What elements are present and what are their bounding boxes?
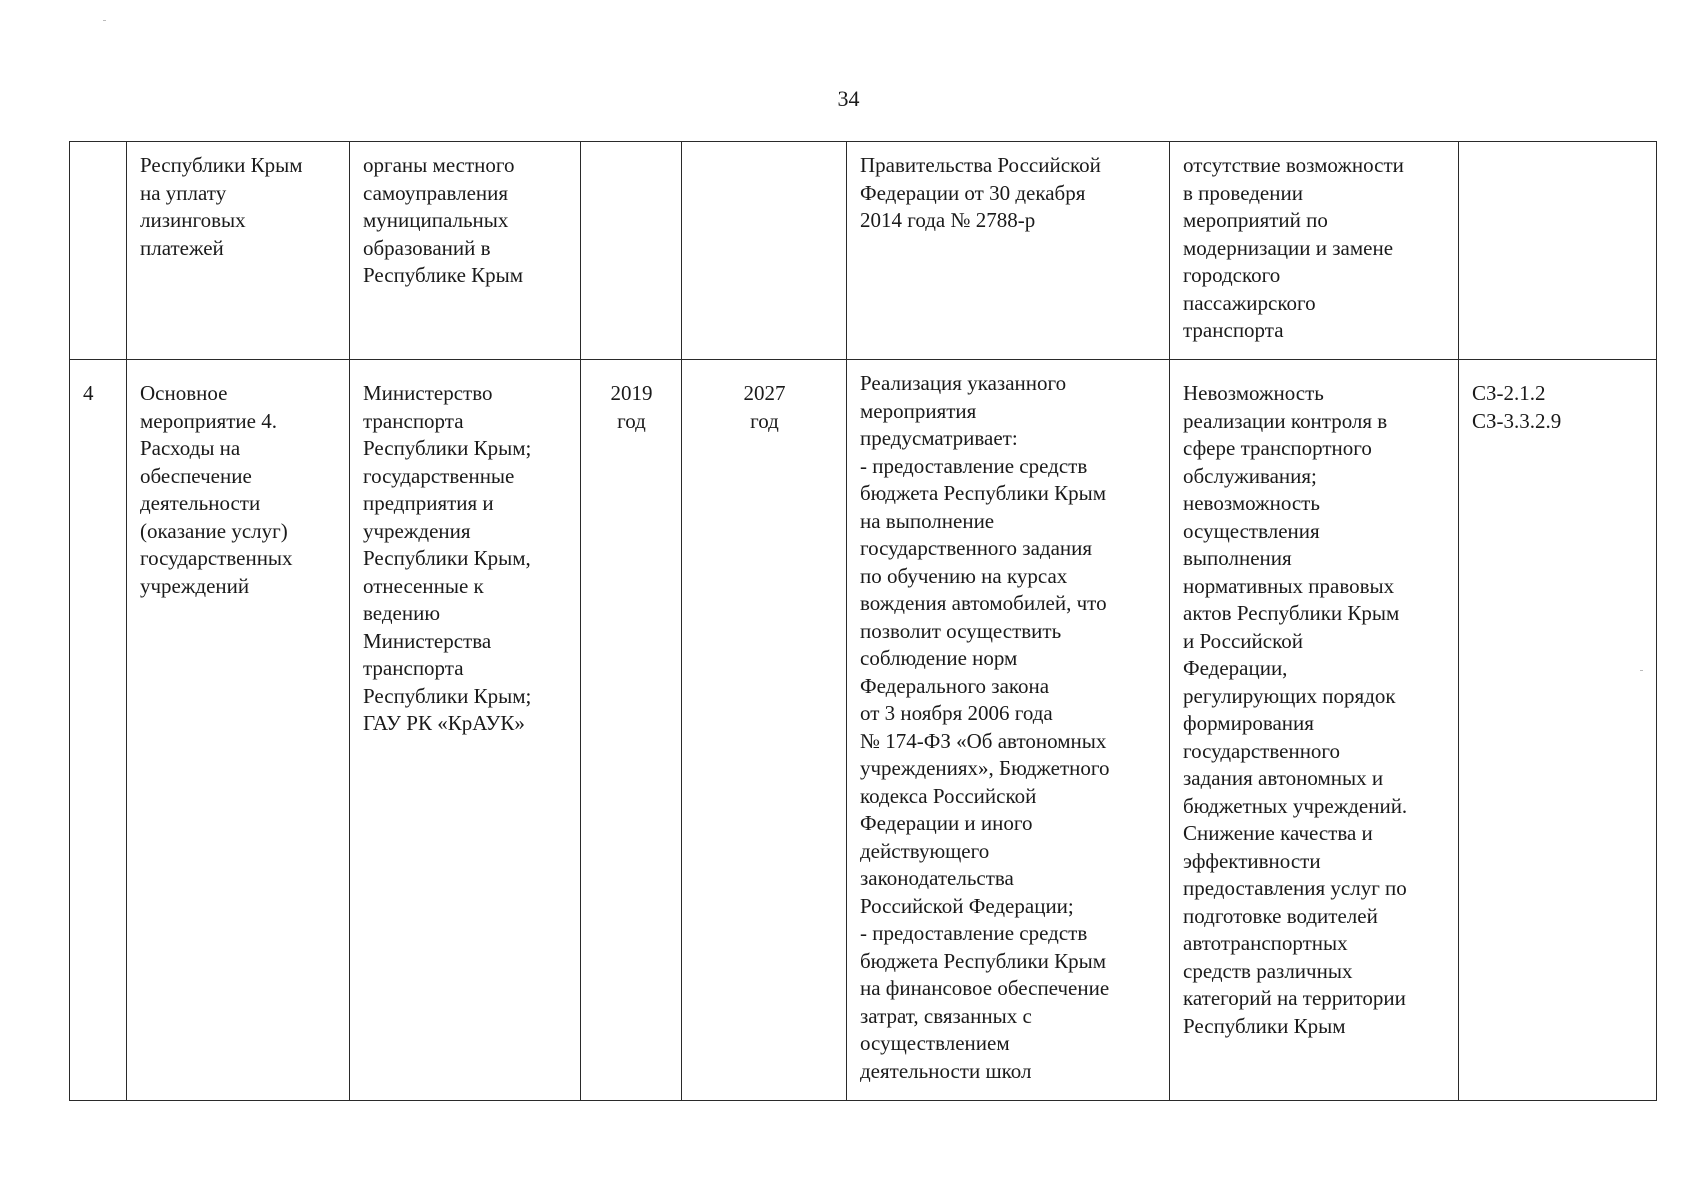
cell-text-line: Невозможность (1183, 381, 1324, 405)
cell-text-line: транспорта (363, 656, 464, 680)
cell-text-line: № 174-ФЗ «Об автономных (860, 728, 1107, 753)
cell-text-line: предприятия и (363, 491, 494, 515)
table-row (70, 360, 1657, 1101)
cell-text-line: кодекса Российской (860, 783, 1037, 808)
cell-text-line: Федерального закона (860, 673, 1050, 698)
cell-text-line: платежей (140, 235, 224, 260)
cell-text-line: модернизации и замене (1183, 235, 1394, 260)
cell-text-line: по обучению на курсах (860, 563, 1068, 588)
cell-text-line: (оказание услуг) (140, 518, 288, 543)
cell-text-line: 2019 (610, 381, 653, 405)
cell-number (70, 142, 127, 360)
cell-text-line: СЗ-2.1.2 (1472, 381, 1546, 405)
cell-text-line: выполнения (1183, 546, 1292, 570)
cell-text-line: Республики Крым (1183, 1013, 1346, 1038)
cell-text-line: на выполнение (860, 508, 995, 533)
cell-text-line: Реализация указанного (860, 371, 1067, 395)
cell-measure-name (127, 142, 350, 360)
cell-text-line: 2014 года № 2788-р (860, 208, 1036, 232)
cell-executor (350, 360, 581, 1101)
cell-text-line: средств различных (1183, 958, 1353, 983)
cell-text-line: Снижение качества и (1183, 821, 1373, 845)
cell-text-line: государственного (1183, 738, 1341, 763)
cell-text-line: автотранспортных (1183, 931, 1348, 955)
cell-text-line: обеспечение (140, 463, 252, 488)
cell-consequences (1170, 142, 1459, 360)
cell-text-line: городского (1183, 263, 1281, 287)
cell-text-line: затрат, связанных с (860, 1003, 1032, 1028)
cell-text-line: Основное (140, 381, 228, 405)
cell-text-line: учреждения (363, 518, 471, 543)
cell-text-line: реализации контроля в (1183, 408, 1388, 433)
cell-text-line: Республики Крым, (363, 546, 531, 570)
cell-text-line: мероприятие 4. (140, 408, 277, 433)
cell-text-line: муниципальных (363, 208, 509, 232)
cell-text-line: Республики Крым; (363, 683, 532, 708)
cell-text-line: законодательства (860, 866, 1014, 890)
cell-text-line: СЗ-3.3.2.9 (1472, 408, 1562, 433)
cell-text-line: ГАУ РК «КрАУК» (363, 711, 525, 735)
cell-text-line: от 3 ноября 2006 года (860, 701, 1053, 725)
cell-text-line: формирования (1183, 711, 1314, 735)
cell-text-line: мероприятия (860, 398, 977, 423)
cell-start-year (581, 142, 682, 360)
cell-text-line: транспорта (363, 408, 464, 433)
cell-text-line: государственные (363, 463, 515, 488)
cell-text-line: нормативных правовых (1183, 573, 1395, 598)
cell-text-line: бюджетных учреждений. (1183, 793, 1408, 818)
cell-text-line: пассажирского (1183, 290, 1316, 315)
cell-text-line: отсутствие возможности (1183, 153, 1404, 177)
cell-text-line: невозможность (1183, 491, 1320, 515)
cell-end-year (682, 360, 847, 1101)
cell-text-line: транспорта (1183, 318, 1284, 342)
cell-text-line: Федерации от 30 декабря (860, 180, 1086, 205)
scan-speck (103, 20, 106, 21)
cell-text-line: бюджета Республики Крым (860, 948, 1107, 973)
cell-text-line: Республики Крым (140, 153, 303, 177)
cell-text-line: обслуживания; (1183, 463, 1317, 488)
cell-text-line: Республики Крым; (363, 436, 532, 460)
cell-text-line: отнесенные к (363, 573, 484, 598)
scan-speck (1640, 670, 1643, 671)
cell-link (1459, 142, 1657, 360)
cell-text-line: 2027 (743, 381, 786, 405)
cell-text-line: Федерации, (1183, 656, 1288, 680)
cell-text-line: сфере транспортного (1183, 436, 1372, 460)
cell-text-line: мероприятий по (1183, 208, 1328, 232)
cell-text-line: государственных (140, 546, 293, 570)
cell-text-line: эффективности (1183, 848, 1321, 873)
cell-text-line: Расходы на (140, 436, 241, 460)
cell-text-line: бюджета Республики Крым (860, 481, 1107, 505)
cell-text-line: Министерство (363, 381, 493, 405)
cell-measure-name (127, 360, 350, 1101)
cell-text-line: - предоставление средств (860, 453, 1088, 478)
cell-text-line: Правительства Российской (860, 153, 1101, 177)
cell-number: 4 (70, 360, 127, 1101)
cell-text-line: на финансовое обеспечение (860, 976, 1110, 1000)
page-number: 34 (837, 86, 860, 111)
cell-text-line: в проведении (1183, 180, 1303, 205)
cell-text-line: Министерства (363, 628, 492, 653)
cell-text-line: вождения автомобилей, что (860, 591, 1107, 615)
cell-text-line: учреждений (140, 573, 250, 598)
cell-text-line: Федерации и иного (860, 811, 1033, 835)
cell-text-line: предусматривает: (860, 426, 1018, 450)
cell-text-line: Республике Крым (363, 263, 524, 287)
cell-text-line: лизинговых (140, 208, 246, 232)
cell-text-line: на уплату (140, 180, 227, 205)
cell-text-line: ведению (363, 601, 441, 625)
cell-start-year (581, 360, 682, 1101)
cell-text-line: деятельности школ (860, 1058, 1032, 1083)
cell-text-line: - предоставление средств (860, 921, 1088, 945)
table-row (70, 142, 1657, 360)
cell-text-line: деятельности (140, 491, 261, 515)
cell-text-line: органы местного (363, 153, 515, 177)
cell-text-line: государственного задания (860, 536, 1093, 560)
cell-consequences (1170, 360, 1459, 1101)
cell-text-line: категорий на территории (1183, 986, 1406, 1010)
cell-text-line: задания автономных и (1183, 766, 1384, 790)
cell-end-year (682, 142, 847, 360)
cell-link (1459, 360, 1657, 1101)
cell-text-line: действующего (860, 838, 990, 863)
cell-text-line: регулирующих порядок (1183, 683, 1396, 708)
cell-text-line: осуществления (1183, 518, 1320, 543)
measures-table (69, 141, 1657, 1101)
cell-description (847, 142, 1170, 360)
cell-text-line: осуществлением (860, 1031, 1010, 1055)
cell-text-line: учреждениях», Бюджетного (860, 756, 1110, 780)
cell-text-line: и Российской (1183, 628, 1303, 653)
cell-text-line: самоуправления (363, 180, 509, 205)
cell-text-line: предоставления услуг по (1183, 876, 1407, 900)
cell-text-line: год (750, 408, 779, 433)
cell-text-line: год (617, 408, 646, 433)
cell-text-line: подготовке водителей (1183, 903, 1378, 928)
cell-text-line: образований в (363, 235, 491, 260)
cell-text-line: Российской Федерации; (860, 893, 1074, 918)
table-body (70, 142, 1657, 1101)
cell-text-line: соблюдение норм (860, 646, 1018, 670)
cell-executor (350, 142, 581, 360)
cell-text-line: актов Республики Крым (1183, 601, 1400, 625)
cell-description (847, 360, 1170, 1101)
cell-text-line: позволит осуществить (860, 618, 1062, 643)
